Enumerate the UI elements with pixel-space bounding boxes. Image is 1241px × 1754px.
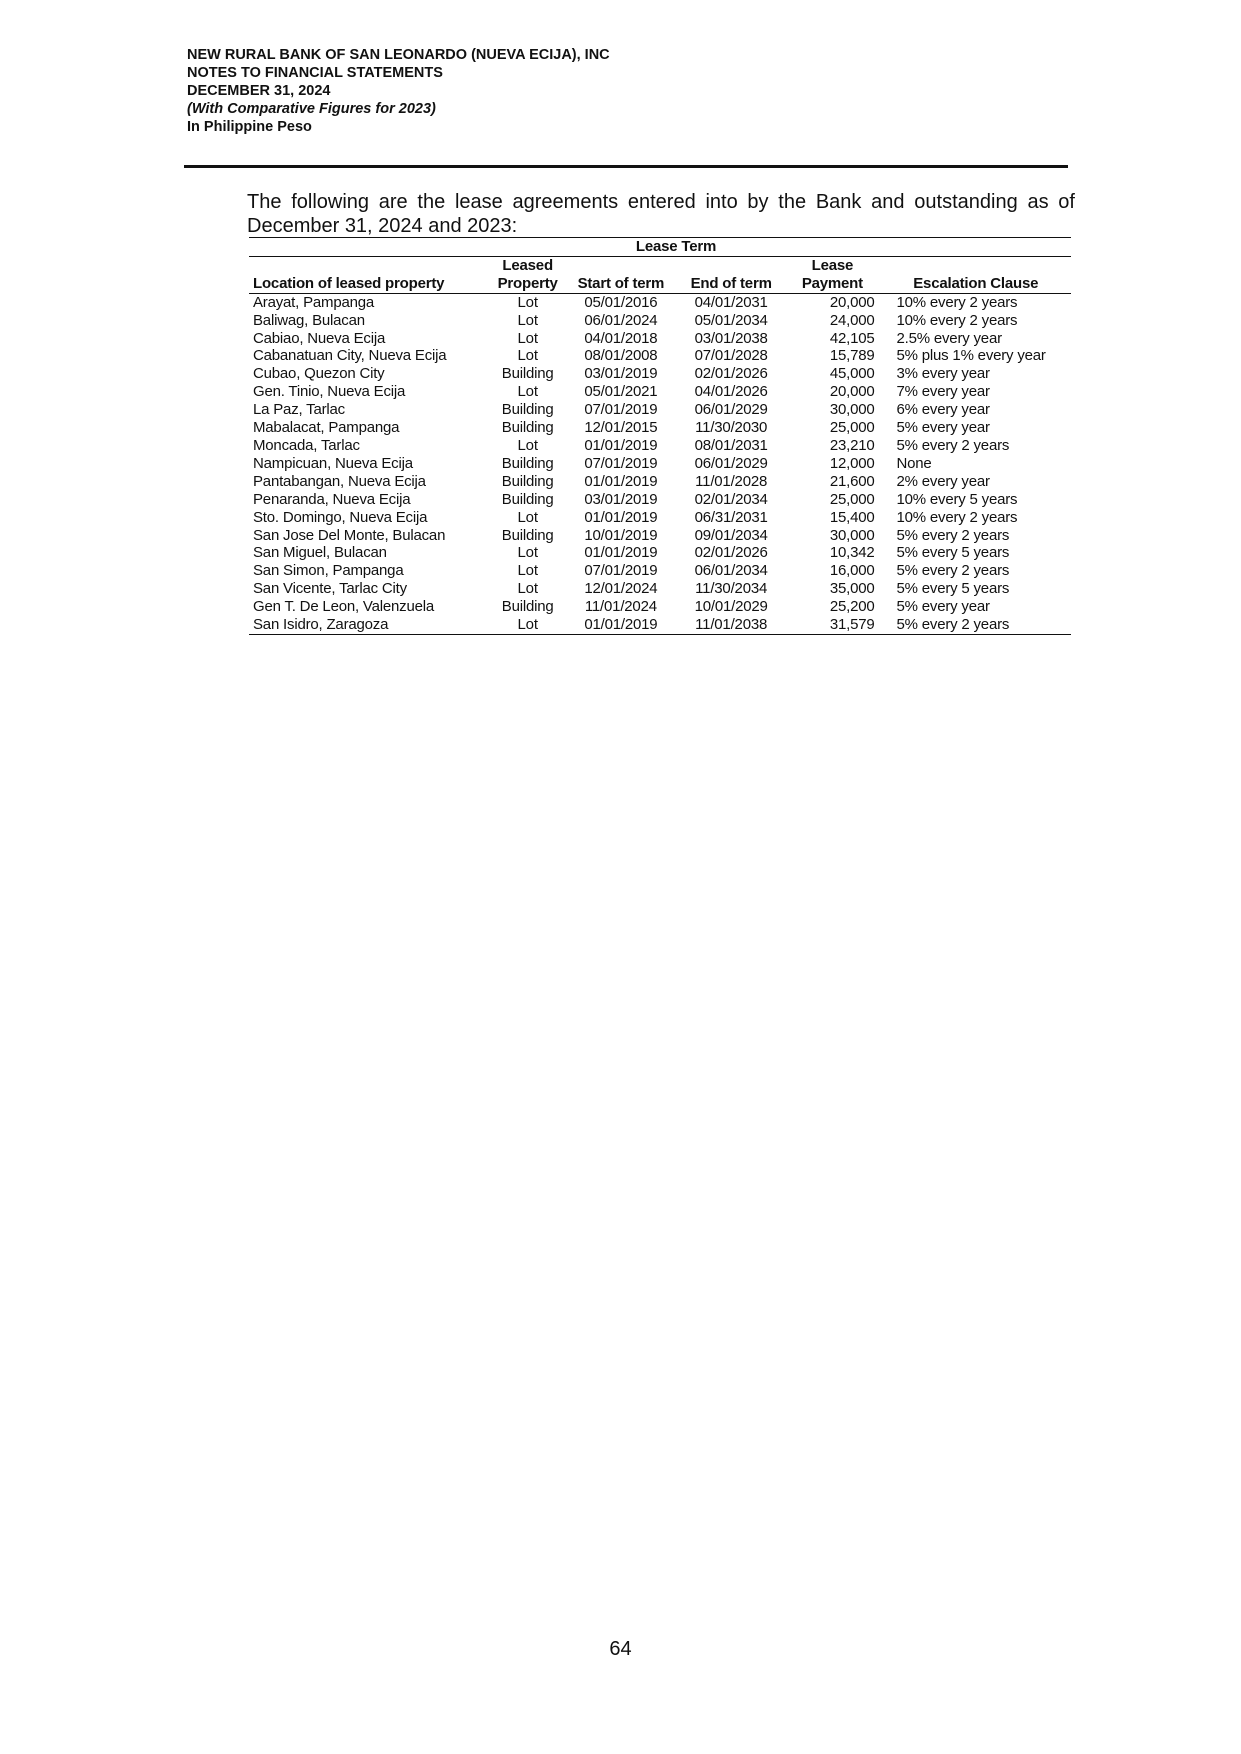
cell-end-of-term: 02/01/2034 <box>694 490 768 508</box>
cell-escalation-clause: 2.5% every year <box>896 329 1002 347</box>
cell-escalation-clause: 5% every 5 years <box>896 580 1010 598</box>
table-row <box>249 312 1071 330</box>
cell-end-of-term: 06/01/2034 <box>694 562 768 580</box>
cell-lease-payment: 25,000 <box>829 490 875 508</box>
cell-location: San Simon, Pampanga <box>253 562 404 580</box>
cell-location: Cabanatuan City, Nueva Ecija <box>253 347 447 365</box>
cell-end-of-term: 04/01/2031 <box>694 293 768 311</box>
table-row <box>249 598 1071 616</box>
cell-lease-payment: 31,579 <box>786 616 880 634</box>
cell-escalation-clause: 5% every 2 years <box>896 436 1010 454</box>
table-row <box>249 527 1071 545</box>
cell-end-of-term: 09/01/2034 <box>694 526 768 544</box>
cell-leased-property: Building <box>501 598 554 616</box>
cell-location: Nampicuan, Nueva Ecija <box>253 454 413 472</box>
cell-end-of-term: 11/01/2038 <box>676 616 786 634</box>
cell-leased-property: Lot <box>517 562 538 580</box>
cell-lease-payment: 35,000 <box>829 580 875 598</box>
table-row <box>249 347 1071 365</box>
cell-escalation-clause: 10% every 2 years <box>896 508 1018 526</box>
cell-leased-property: Lot <box>517 383 538 401</box>
cell-escalation-clause: 10% every 2 years <box>896 311 1018 329</box>
table-row <box>249 562 1071 580</box>
cell-start-of-term: 12/01/2024 <box>584 580 658 598</box>
cell-location: Cubao, Quezon City <box>253 365 385 383</box>
cell-escalation-clause: 3% every year <box>896 365 990 383</box>
header-leased-top: Leased <box>502 256 553 274</box>
cell-end-of-term: 10/01/2029 <box>694 598 768 616</box>
header-leased-bottom: Property <box>497 274 558 292</box>
cell-leased-property: Lot <box>517 347 538 365</box>
group-spacer <box>249 238 490 257</box>
cell-escalation-clause: 5% every 2 years <box>896 526 1010 544</box>
table-row <box>249 616 1071 634</box>
cell-lease-payment: 21,600 <box>829 472 875 490</box>
table-row <box>249 491 1071 509</box>
cell-start-of-term: 12/01/2015 <box>584 419 658 437</box>
cell-end-of-term: 08/01/2031 <box>694 436 768 454</box>
table-row <box>249 509 1071 527</box>
cell-end-of-term: 05/01/2034 <box>694 311 768 329</box>
cell-end-of-term: 04/01/2026 <box>694 383 768 401</box>
cell-start-of-term: 08/01/2008 <box>584 347 658 365</box>
cell-lease-payment: 25,000 <box>829 419 875 437</box>
cell-start-of-term: 01/01/2019 <box>566 616 676 634</box>
cell-start-of-term: 01/01/2019 <box>584 472 658 490</box>
cell-lease-payment: 45,000 <box>829 365 875 383</box>
cell-leased-property: Building <box>501 401 554 419</box>
cell-location: Baliwag, Bulacan <box>253 311 365 329</box>
cell-end-of-term: 07/01/2028 <box>694 347 768 365</box>
cell-escalation-clause: 5% plus 1% every year <box>896 347 1046 365</box>
cell-escalation-clause: 5% every 2 years <box>896 562 1010 580</box>
header-leased-property <box>490 256 566 293</box>
table-row <box>249 293 1071 311</box>
table-group-header-row <box>249 238 1071 257</box>
cell-start-of-term: 04/01/2018 <box>584 329 658 347</box>
cell-lease-payment: 20,000 <box>829 383 875 401</box>
comparative-note: (With Comparative Figures for 2023) <box>187 101 436 117</box>
cell-lease-payment: 23,210 <box>829 436 875 454</box>
cell-leased-property: Building <box>501 526 554 544</box>
cell-location: Mabalacat, Pampanga <box>253 419 400 437</box>
cell-end-of-term: 06/01/2029 <box>694 454 768 472</box>
cell-lease-payment: 20,000 <box>829 293 875 311</box>
cell-location: San Isidro, Zaragoza <box>249 616 490 634</box>
cell-leased-property: Lot <box>517 311 538 329</box>
cell-start-of-term: 07/01/2019 <box>584 454 658 472</box>
cell-start-of-term: 05/01/2021 <box>584 383 658 401</box>
cell-start-of-term: 01/01/2019 <box>584 508 658 526</box>
cell-leased-property: Lot <box>517 329 538 347</box>
cell-escalation-clause: 7% every year <box>896 383 990 401</box>
header-payment-bottom: Payment <box>801 274 863 292</box>
table-row <box>249 383 1071 401</box>
cell-start-of-term: 11/01/2024 <box>584 598 657 616</box>
cell-lease-payment: 10,342 <box>829 544 875 562</box>
cell-leased-property: Building <box>501 472 554 490</box>
cell-leased-property: Lot <box>517 580 538 598</box>
cell-start-of-term: 03/01/2019 <box>584 490 658 508</box>
table-row <box>249 365 1071 383</box>
cell-location: San Vicente, Tarlac City <box>253 580 407 598</box>
header-payment-top: Lease <box>811 256 854 274</box>
table-header-row <box>249 256 1071 293</box>
lease-table-body <box>249 293 1071 634</box>
cell-escalation-clause: 5% every year <box>896 598 990 616</box>
cell-location: Sto. Domingo, Nueva Ecija <box>253 508 428 526</box>
cell-start-of-term: 07/01/2019 <box>584 562 658 580</box>
table-row <box>249 437 1071 455</box>
cell-location: La Paz, Tarlac <box>253 401 345 419</box>
table-row <box>249 544 1071 562</box>
cell-start-of-term: 07/01/2019 <box>584 401 658 419</box>
cell-location: San Miguel, Bulacan <box>253 544 387 562</box>
cell-escalation-clause: 5% every 2 years <box>881 616 1072 634</box>
cell-location: Gen. Tinio, Nueva Ecija <box>253 383 406 401</box>
cell-leased-property: Building <box>501 490 554 508</box>
cell-location: San Jose Del Monte, Bulacan <box>253 526 446 544</box>
group-spacer <box>786 238 880 257</box>
group-spacer <box>881 238 1072 257</box>
header-start-of-term: Start of term <box>566 256 676 293</box>
cell-leased-property: Lot <box>490 616 566 634</box>
cell-lease-payment: 42,105 <box>829 329 875 347</box>
cell-end-of-term: 11/01/2028 <box>695 472 768 490</box>
currency-note: In Philippine Peso <box>187 119 312 135</box>
cell-start-of-term: 05/01/2016 <box>584 293 658 311</box>
cell-end-of-term: 06/01/2029 <box>694 401 768 419</box>
document-header <box>187 46 1087 136</box>
header-escalation-clause: Escalation Clause <box>881 256 1072 293</box>
header-lease-payment <box>786 256 880 293</box>
table-row <box>249 473 1071 491</box>
cell-location: Arayat, Pampanga <box>253 293 375 311</box>
cell-leased-property: Lot <box>517 436 538 454</box>
table-row <box>249 419 1071 437</box>
cell-escalation-clause: 5% every year <box>896 419 990 437</box>
cell-start-of-term: 06/01/2024 <box>584 311 658 329</box>
table-row <box>249 455 1071 473</box>
cell-start-of-term: 01/01/2019 <box>584 436 658 454</box>
cell-end-of-term: 11/30/2030 <box>695 419 768 437</box>
statement-title: NOTES TO FINANCIAL STATEMENTS <box>187 65 443 81</box>
cell-end-of-term: 02/01/2026 <box>694 365 768 383</box>
cell-end-of-term: 03/01/2038 <box>694 329 768 347</box>
header-end-of-term: End of term <box>676 256 786 293</box>
company-name: NEW RURAL BANK OF SAN LEONARDO (NUEVA ECIJA), INC <box>187 47 610 63</box>
cell-start-of-term: 10/01/2019 <box>584 526 658 544</box>
table-row <box>249 330 1071 348</box>
cell-location: Penaranda, Nueva Ecija <box>253 490 411 508</box>
cell-lease-payment: 15,400 <box>829 508 875 526</box>
group-spacer <box>490 238 566 257</box>
header-divider <box>184 165 1068 168</box>
cell-lease-payment: 24,000 <box>829 311 875 329</box>
cell-escalation-clause: 10% every 5 years <box>896 490 1018 508</box>
cell-lease-payment: 25,200 <box>829 598 875 616</box>
page-number: 64 <box>609 1638 632 1660</box>
cell-escalation-clause: 5% every 5 years <box>896 544 1010 562</box>
cell-leased-property: Lot <box>517 508 538 526</box>
cell-lease-payment: 15,789 <box>829 347 875 365</box>
cell-escalation-clause: None <box>896 454 932 472</box>
cell-end-of-term: 11/30/2034 <box>695 580 768 598</box>
table-row <box>249 401 1071 419</box>
cell-lease-payment: 30,000 <box>829 401 875 419</box>
cell-location: Gen T. De Leon, Valenzuela <box>253 598 435 616</box>
cell-end-of-term: 06/31/2031 <box>694 508 768 526</box>
cell-leased-property: Building <box>501 365 554 383</box>
cell-escalation-clause: 2% every year <box>896 472 990 490</box>
cell-location: Pantabangan, Nueva Ecija <box>253 472 426 490</box>
lease-term-group-header: Lease Term <box>566 238 787 257</box>
table-row <box>249 580 1071 598</box>
statement-date: DECEMBER 31, 2024 <box>187 83 331 99</box>
cell-leased-property: Building <box>501 454 554 472</box>
cell-lease-payment: 12,000 <box>829 454 875 472</box>
cell-leased-property: Lot <box>517 544 538 562</box>
cell-start-of-term: 03/01/2019 <box>584 365 658 383</box>
intro-paragraph: The following are the lease agreements entered into by the Bank and outstanding as of December 31, 2024 and 2023: <box>247 191 1075 237</box>
cell-end-of-term: 02/01/2026 <box>694 544 768 562</box>
cell-leased-property: Building <box>501 419 554 437</box>
cell-lease-payment: 16,000 <box>829 562 875 580</box>
cell-start-of-term: 01/01/2019 <box>584 544 658 562</box>
cell-leased-property: Lot <box>517 293 538 311</box>
cell-location: Cabiao, Nueva Ecija <box>253 329 386 347</box>
header-location: Location of leased property <box>249 256 490 293</box>
cell-lease-payment: 30,000 <box>829 526 875 544</box>
cell-escalation-clause: 6% every year <box>896 401 990 419</box>
lease-agreements-table <box>249 237 1071 635</box>
cell-escalation-clause: 10% every 2 years <box>896 293 1018 311</box>
cell-location: Moncada, Tarlac <box>253 436 360 454</box>
